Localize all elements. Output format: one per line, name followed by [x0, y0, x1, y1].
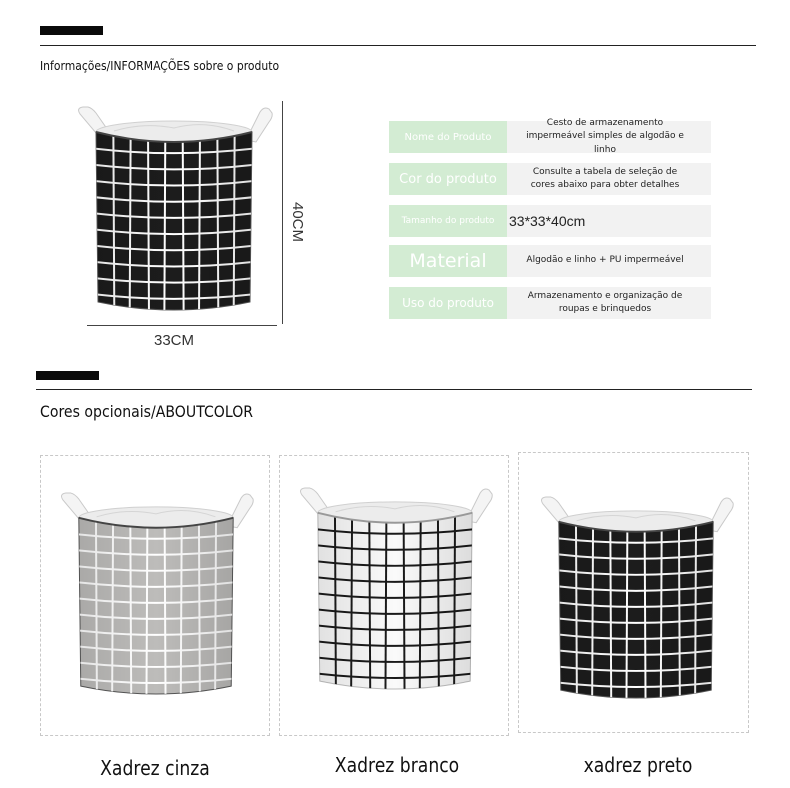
spec-row-usage [389, 287, 711, 319]
section-divider [36, 389, 752, 390]
spec-label: Tamanho do produto [389, 205, 507, 237]
spec-row-size [389, 205, 711, 237]
spec-row-color [389, 163, 711, 195]
spec-label: Cor do produto [389, 163, 507, 195]
spec-label: Nome do Produto [389, 121, 507, 153]
color-options-heading: Cores opcionais/ABOUTCOLOR [40, 402, 254, 421]
section-marker-bar [36, 371, 99, 380]
spec-value: Consulte a tabela de seleção de cores abaixo para obter detalhes [530, 166, 680, 190]
height-dimension-line [282, 101, 283, 324]
color-option-black[interactable] [518, 452, 749, 733]
spec-value: Cesto de armazenamento impermeável simples de algodão e linho [526, 118, 684, 155]
product-basket-image [74, 104, 274, 320]
width-dimension-line [87, 325, 277, 326]
section-marker-bar [40, 26, 103, 35]
spec-label: Material [389, 245, 507, 277]
width-dimension-label: 33CM [154, 332, 195, 349]
color-option-label: Xadrez branco [334, 753, 460, 777]
color-option-gray[interactable] [40, 455, 270, 736]
spec-label: Uso do produto [389, 287, 507, 319]
black-basket-image [537, 493, 735, 709]
spec-value: Algodão e linho + PU impermeável [526, 255, 684, 266]
spec-row-material [389, 245, 711, 277]
spec-value: 33*33*40cm [509, 212, 586, 229]
section-divider [40, 45, 756, 46]
spec-value: Armazenamento e organização de roupas e brinquedos [527, 290, 683, 314]
color-option-label: xadrez preto [583, 753, 693, 777]
color-option-label: Xadrez cinza [100, 756, 210, 780]
height-dimension-label: 40CM [289, 202, 306, 243]
spec-row-name [389, 118, 711, 155]
product-info-heading: Informações/INFORMAÇÕES sobre o produto [40, 59, 280, 73]
gray-basket-image [57, 489, 255, 705]
white-basket-image [296, 484, 494, 700]
color-option-white[interactable] [279, 455, 509, 736]
